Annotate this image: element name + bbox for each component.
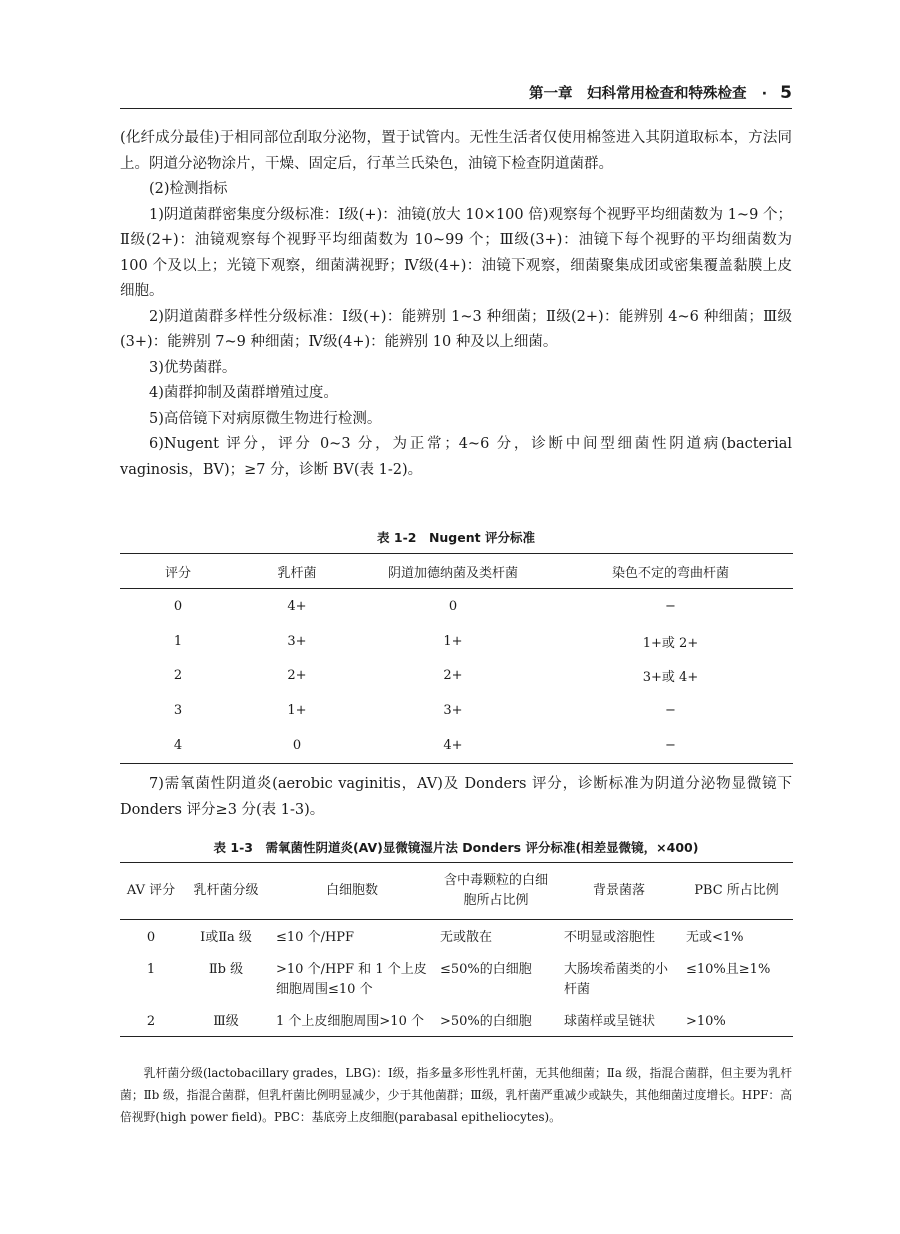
- table-cell: 2: [173, 668, 183, 684]
- table-cell: 0: [292, 738, 302, 754]
- paragraph: 4)菌群抑制及菌群增殖过度。: [149, 385, 338, 401]
- running-header: [120, 80, 792, 109]
- table-cell: −: [665, 738, 676, 754]
- table-cell: 2+: [443, 668, 463, 684]
- paragraph: 3)优势菌群。: [149, 359, 237, 376]
- table-cell: Ⅱb 级: [208, 962, 244, 977]
- table-cell: ≤50%的白细胞: [440, 962, 532, 977]
- table-cell: 3: [173, 703, 183, 719]
- table-1-3-caption: 表 1-3 需氧菌性阴道炎(AV)显微镜湿片法 Donders 评分标准(相差显微镜，×400): [213, 840, 699, 855]
- body-text-section-2: [120, 772, 792, 823]
- table-cell: 1 个上皮细胞周围>10 个: [276, 1014, 424, 1029]
- header-cell: 评分: [120, 554, 236, 589]
- table-cell: Ⅰ或Ⅱa 级: [200, 930, 252, 945]
- table-cell: 2: [146, 1014, 156, 1029]
- table-cell: ≤10 个/HPF: [276, 930, 355, 945]
- page-number: 5: [780, 83, 792, 103]
- header-cell: 背景菌落: [558, 863, 680, 920]
- paragraph: (2)检测指标: [149, 181, 228, 197]
- table-cell: >10 个/HPF 和 1 个上皮细胞周围≤10 个: [276, 962, 427, 997]
- table-cell: 1+: [443, 633, 463, 649]
- table-cell: −: [665, 703, 676, 719]
- table-cell: 1: [146, 962, 156, 977]
- table-cell: 4+: [287, 598, 307, 614]
- header-separator: ·: [761, 86, 768, 102]
- paragraph: 6)Nugent 评分，评分 0~3 分，为正常；4~6 分，诊断中间型细菌性阴道病(bacterial vaginosis，BV)；≥7 分，诊断 BV(表 1-2)。: [120, 436, 792, 478]
- table-cell: 无或<1%: [686, 930, 744, 945]
- table-cell: 3+: [443, 703, 463, 719]
- table-cell: 1+或 2+: [642, 635, 699, 651]
- table-cell: ≤10%且≥1%: [686, 962, 771, 977]
- paragraph: (化纤成分最佳)于相同部位刮取分泌物，置于试管内。无性生活者仅使用棉签进入其阴道取标本，方法同上。阴道分泌物涂片，干燥、固定后，行革兰氏染色，油镜下检查阴道菌群。: [120, 130, 792, 172]
- header-cell: AV 评分: [120, 863, 182, 920]
- table-header-row: [120, 863, 793, 920]
- table-cell: >10%: [686, 1014, 726, 1029]
- header-title: [529, 82, 792, 103]
- table-cell: 不明显或溶胞性: [564, 930, 656, 945]
- paragraph: 1)阴道菌群密集度分级标准：Ⅰ级(+)：油镜(放大 10×100 倍)观察每个视野平均细菌数为 1~9 个；Ⅱ级(2+)：油镜观察每个视野平均细菌数为 10~99 个；Ⅲ级(3+)：油镜下每个视野的平均细菌数为 100 个及以上；光镜下观察，细菌满视野；Ⅳ级(4+)：油镜下观察，细菌聚集成团或密集覆盖黏膜上皮细胞。: [120, 206, 792, 299]
- paragraph: 7)需氧菌性阴道炎(aerobic vaginitis，AV)及 Donders 评分，诊断标准为阴道分泌物显微镜下 Donders 评分≥3 分(表 1-3)。: [120, 776, 792, 818]
- table-row: [120, 952, 793, 1004]
- table-footnote: [120, 1062, 792, 1128]
- table-cell: 4: [173, 738, 183, 754]
- table-cell: 1: [173, 633, 183, 649]
- header-cell: 乳杆菌分级: [182, 863, 270, 920]
- header-cell: PBC 所占比例: [680, 863, 793, 920]
- table-header-row: [120, 554, 793, 589]
- table-cell: 2+: [287, 668, 307, 684]
- table-cell: Ⅲ级: [213, 1014, 239, 1029]
- body-text-section: [120, 126, 792, 483]
- table-cell: >50%的白细胞: [440, 1014, 532, 1029]
- table-row: [120, 624, 793, 659]
- table-cell: 4+: [443, 738, 463, 754]
- table-cell: 无或散在: [440, 930, 493, 945]
- table-row: [120, 920, 793, 953]
- table-cell: 大肠埃希菌类的小杆菌: [564, 962, 669, 997]
- table-cell: 0: [173, 598, 183, 614]
- header-cell: 阴道加德纳菌及类杆菌: [358, 554, 548, 589]
- paragraph: 5)高倍镜下对病原微生物进行检测。: [149, 410, 382, 427]
- header-cell: 白细胞数: [270, 863, 434, 920]
- table-cell: 1+: [287, 703, 307, 719]
- table-row: [120, 589, 793, 624]
- header-cell: 含中毒颗粒的白细胞所占比例: [434, 863, 558, 920]
- chapter-title: 第一章 妇科常用检查和特殊检查: [529, 86, 747, 102]
- table-row: [120, 659, 793, 694]
- header-cell: 乳杆菌: [236, 554, 358, 589]
- header-cell: 染色不定的弯曲杆菌: [548, 554, 793, 589]
- paragraph: 2)阴道菌群多样性分级标准：Ⅰ级(+)：能辨别 1~3 种细菌；Ⅱ级(2+)：能辨别 4~6 种细菌；Ⅲ级(3+)：能辨别 7~9 种细菌；Ⅳ级(4+)：能辨别 10 种及以上细菌。: [120, 308, 792, 350]
- table-cell: 3+或 4+: [642, 670, 699, 686]
- table-cell: 0: [448, 598, 458, 614]
- table-cell: −: [665, 598, 676, 614]
- table-row: [120, 693, 793, 728]
- table-cell: 球菌样或呈链状: [564, 1014, 656, 1029]
- table-row: [120, 728, 793, 763]
- table-cell: 0: [146, 930, 156, 945]
- footnote-text: 乳杆菌分级(lactobacillary grades，LBG)：Ⅰ级，指多量多形性乳杆菌，无其他细菌；Ⅱa 级，指混合菌群，但主要为乳杆菌；Ⅱb 级，指混合菌群，但乳杆菌比例明显减少，少于其他菌群；Ⅲ级，乳杆菌严重减少或缺失，其他细菌过度增长。HPF：高倍视野(high power field)。PBC：基底旁上皮细胞(parabasal epitheliocytes)。: [120, 1066, 792, 1124]
- donders-score-table: [120, 862, 793, 1037]
- table-row: [120, 1004, 793, 1037]
- nugent-score-table: [120, 553, 793, 764]
- table-1-2-caption: 表 1-2 Nugent 评分标准: [377, 530, 535, 545]
- table-cell: 3+: [287, 633, 307, 649]
